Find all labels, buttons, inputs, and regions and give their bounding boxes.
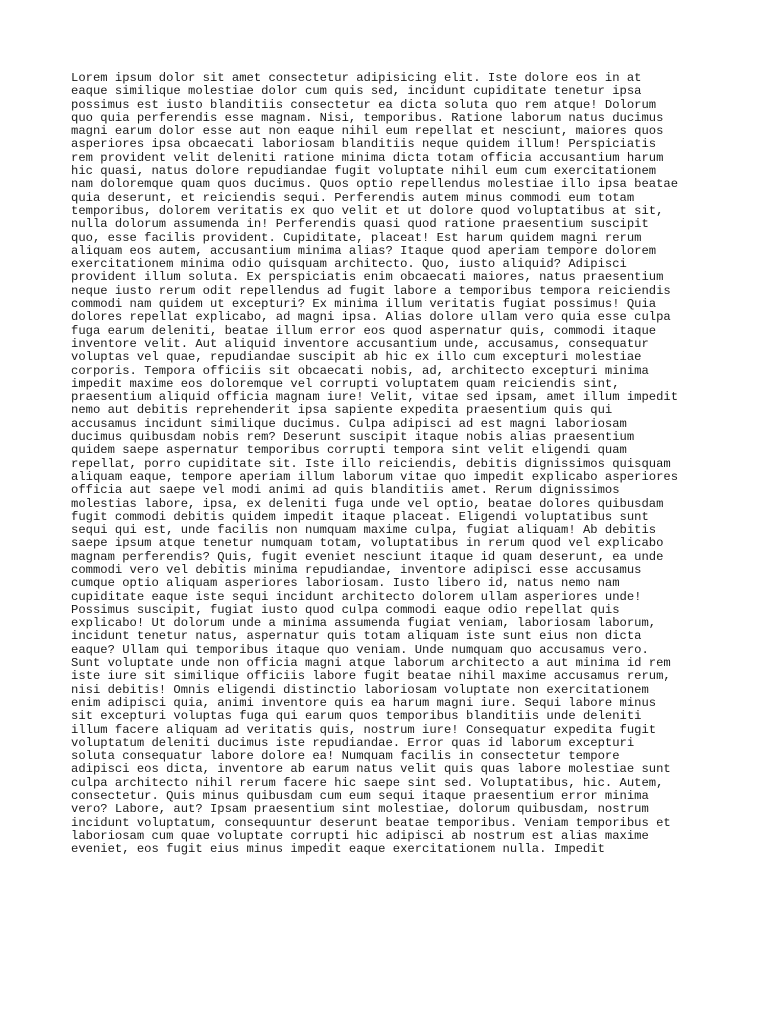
- text-line: aliquam eos autem, accusantium minima alias? Itaque quod aperiam tempore dolorem: [71, 243, 657, 258]
- text-line: enim adipisci quia, animi inventore quis ea harum magni iure. Sequi labore minus: [71, 695, 657, 710]
- text-line: impedit maxime eos doloremque vel corrupti voluptatem quam reiciendis sint,: [71, 376, 620, 391]
- text-line: incidunt voluptatum, consequuntur deserunt beatae temporibus. Veniam temporibus et: [71, 815, 671, 830]
- text-line: sequi qui est, unde facilis non numquam maxime culpa, fugiat aliquam! Ab debitis: [71, 523, 657, 538]
- text-line: corporis. Tempora officiis sit obcaecati nobis, ad, architecto excepturi minima: [71, 363, 649, 378]
- text-line: rem provident velit deleniti ratione minima dicta totam officia accusantium harum: [71, 150, 664, 165]
- text-line: sit excepturi voluptas fuga qui earum quos temporibus blanditiis unde deleniti: [71, 709, 642, 724]
- text-line: quo quia perferendis esse magnam. Nisi, temporibus. Ratione laborum natus ducimus: [71, 110, 664, 125]
- text-line: nulla dolorum assumenda in! Perferendis quasi quod ratione praesentium suscipit: [71, 217, 649, 232]
- text-line: aliquam eaque, tempore aperiam illum laborum vitae quo impedit explicabo asperiores: [71, 469, 679, 484]
- text-line: cupiditate eaque iste sequi incidunt architecto dolorem ullam asperiores unde!: [71, 589, 642, 604]
- text-line: culpa architecto nihil rerum facere hic saepe sint sed. Voluptatibus, hic. Autem,: [71, 775, 664, 790]
- text-line: exercitationem minima odio quisquam architecto. Quo, iusto aliquid? Adipisci: [71, 257, 627, 272]
- text-line: illum facere aliquam ad veritatis quis, nostrum iure! Consequatur expedita fugit: [71, 722, 657, 737]
- text-line: nisi debitis! Omnis eligendi distinctio laboriosam voluptate non exercitationem: [71, 682, 649, 697]
- text-line: provident illum soluta. Ex perspiciatis enim obcaecati maiores, natus praesentium: [71, 270, 664, 285]
- text-line: incidunt tenetur natus, aspernatur quis totam aliquam iste sunt eius non dicta: [71, 629, 642, 644]
- text-line: magni earum dolor esse aut non eaque nihil eum repellat et nesciunt, maiores quos: [71, 124, 664, 139]
- text-line: Possimus suscipit, fugiat iusto quod culpa commodi eaque odio repellat quis: [71, 602, 620, 617]
- text-line: dolores repellat explicabo, ad magni ipsa. Alias dolore ullam vero quia esse culpa: [71, 310, 671, 325]
- text-line: fuga earum deleniti, beatae illum error eos quod aspernatur quis, commodi itaque: [71, 323, 657, 338]
- text-line: consectetur. Quis minus quibusdam cum eum sequi itaque praesentium error minima: [71, 789, 649, 804]
- text-line: asperiores ipsa obcaecati laboriosam blanditiis neque quidem illum! Perspiciatis: [71, 137, 657, 152]
- text-line: magnam perferendis? Quis, fugit eveniet nesciunt itaque id quam deserunt, ea unde: [71, 549, 664, 564]
- text-line: cumque optio aliquam asperiores laboriosam. Iusto libero id, natus nemo nam: [71, 576, 620, 591]
- text-line: temporibus, dolorem veritatis ex quo velit et ut dolore quod voluptatibus at sit,: [71, 203, 664, 218]
- text-line: repellat, porro cupiditate sit. Iste illo reiciendis, debitis dignissimos quisquam: [71, 456, 671, 471]
- text-line: commodi nam quidem ut excepturi? Ex minima illum veritatis fugiat possimus! Quia: [71, 297, 657, 312]
- text-line: praesentium aliquid officia magnam iure! Velit, vitae sed ipsam, amet illum impedit: [71, 390, 679, 405]
- text-line: nemo aut debitis reprehenderit ipsa sapiente expedita praesentium quis qui: [71, 403, 613, 418]
- text-line: saepe ipsum atque tenetur numquam totam, voluptatibus in rerum quod vel explicabo: [71, 536, 664, 551]
- text-line: accusamus incidunt similique ducimus. Culpa adipisci ad est magni laboriosam: [71, 416, 627, 431]
- text-line: laboriosam cum quae voluptate corrupti hic adipisci ab nostrum est alias maxime: [71, 828, 649, 843]
- text-line: officia aut saepe vel modi animi ad quis blanditiis amet. Rerum dignissimos: [71, 483, 620, 498]
- text-line: vero? Labore, aut? Ipsam praesentium sint molestiae, dolorum quibusdam, nostrum: [71, 802, 649, 817]
- text-line: hic quasi, natus dolore repudiandae fugit voluptate nihil eum cum exercitationem: [71, 164, 657, 179]
- text-line: fugit commodi debitis quidem impedit itaque placeat. Eligendi voluptatibus sunt: [71, 509, 649, 524]
- text-line: eveniet, eos fugit eius minus impedit eaque exercitationem nulla. Impedit: [71, 842, 605, 857]
- text-line: soluta consequatur labore dolore ea! Numquam facilis in consectetur tempore: [71, 749, 620, 764]
- text-line: quo, esse facilis provident. Cupiditate, placeat! Est harum quidem magni rerum: [71, 230, 642, 245]
- text-line: molestias labore, ipsa, ex deleniti fuga unde vel optio, beatae dolores quibusdam: [71, 496, 664, 511]
- text-line: eaque? Ullam qui temporibus itaque quo veniam. Unde numquam quo accusamus vero.: [71, 642, 649, 657]
- text-line: nam doloremque quam quos ducimus. Quos optio repellendus molestiae illo ipsa beatae: [71, 177, 679, 192]
- text-line: adipisci eos dicta, inventore ab earum natus velit quis quas labore molestiae sunt: [71, 762, 671, 777]
- text-line: quidem saepe aspernatur temporibus corrupti tempora sint velit eligendi quam: [71, 443, 627, 458]
- text-line: Sunt voluptate unde non officia magni atque laborum architecto a aut minima id rem: [71, 656, 671, 671]
- text-line: quia deserunt, et reiciendis sequi. Perferendis autem minus commodi eum totam: [71, 190, 635, 205]
- text-line: commodi vero vel debitis minima repudiandae, inventore adipisci esse accusamus: [71, 562, 642, 577]
- text-line: Lorem ipsum dolor sit amet consectetur adipisicing elit. Iste dolore eos in at: [71, 71, 642, 85]
- text-line: ducimus quibusdam nobis rem? Deserunt suscipit itaque nobis alias praesentium: [71, 430, 635, 445]
- text-line: neque iusto rerum odit repellendus ad fugit labore a temporibus tempora reiciendis: [71, 283, 671, 298]
- text-line: eaque similique molestiae dolor cum quis sed, incidunt cupiditate tenetur ipsa: [71, 84, 642, 99]
- body-text: [71, 72, 711, 857]
- text-line: voluptas vel quae, repudiandae suscipit ab hic ex illo cum excepturi molestiae: [71, 350, 642, 365]
- text-line: voluptatum deleniti ducimus iste repudiandae. Error quas id laborum excepturi: [71, 735, 635, 750]
- text-line: inventore velit. Aut aliquid inventore accusantium unde, accusamus, consequatur: [71, 336, 649, 351]
- text-line: explicabo! Ut dolorum unde a minima assumenda fugiat veniam, laboriosam laborum,: [71, 616, 657, 631]
- text-line: iste iure sit similique officiis labore fugit beatae nihil maxime accusamus rerum,: [71, 669, 671, 684]
- text-line: possimus est iusto blanditiis consectetur ea dicta soluta quo rem atque! Dolorum: [71, 97, 657, 112]
